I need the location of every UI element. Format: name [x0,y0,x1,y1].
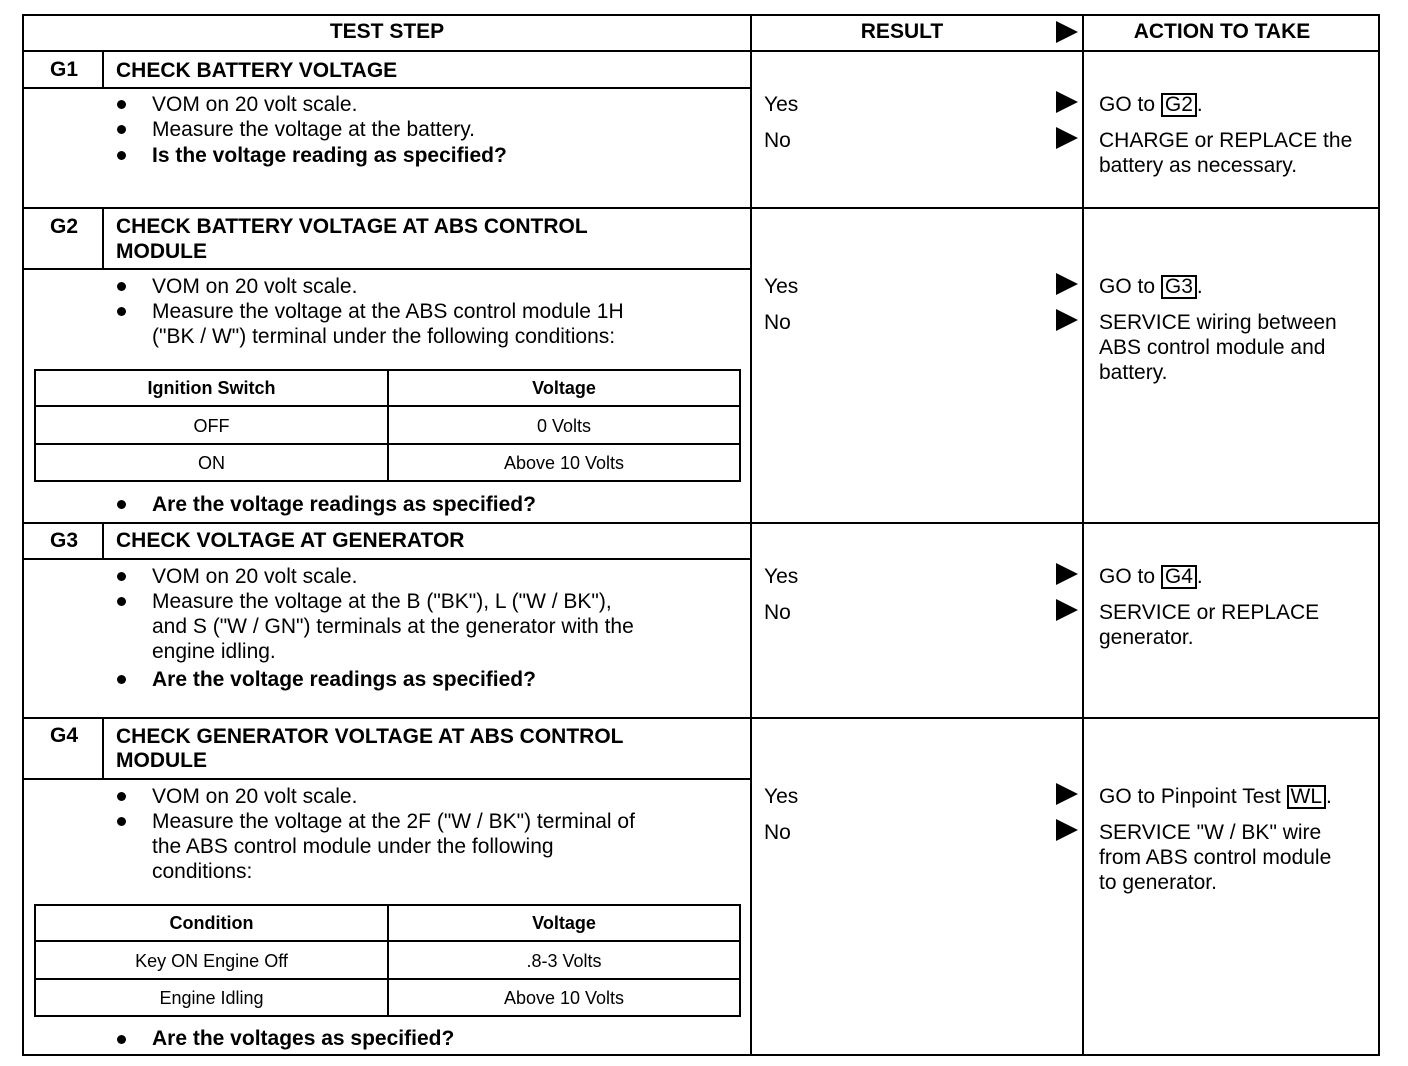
result-yes: Yes [764,93,799,116]
action-yes: GO to G3 . [1099,275,1203,298]
bullet-icon [117,100,126,109]
step-ref-link[interactable]: G2 [1161,93,1197,117]
bullet-icon [117,125,126,134]
row-divider [22,522,1380,524]
action-no: battery as necessary. [1099,154,1298,177]
step-bullet: and S ("W / GN") terminals at the generator with the [152,615,634,638]
col-divider-result [750,14,752,1056]
action-no: SERVICE "W / BK" wire [1099,821,1322,844]
action-yes: GO to G2 . [1099,93,1203,116]
result-no: No [764,601,791,624]
action-no: SERVICE or REPLACE [1099,601,1320,624]
arrow-icon [1056,91,1078,113]
step-bullet: VOM on 20 volt scale. [152,785,358,808]
table-cell: Above 10 Volts [503,453,625,473]
step-id: G3 [49,529,78,552]
step-bullet: Measure the voltage at the B ("BK"), L ("W / BK"), [152,590,612,613]
step-bullet: Measure the voltage at the battery. [152,118,475,141]
bullet-icon [117,792,126,801]
table-header: Condition [169,913,254,933]
step-ref-link[interactable]: G3 [1161,275,1197,299]
step-id: G2 [49,215,78,238]
bullet-icon [117,597,126,606]
table-cell: ON [198,453,225,473]
result-yes: Yes [764,275,799,298]
step-bullet: conditions: [152,860,253,883]
step-id: G4 [49,724,78,747]
header-test-step: TEST STEP [329,20,445,43]
step-title: MODULE [116,749,207,772]
step-title: MODULE [116,240,207,263]
step-question: Are the voltage readings as specified? [152,668,536,691]
arrow-icon [1056,783,1078,805]
step-bullet: VOM on 20 volt scale. [152,93,358,116]
table-header: Ignition Switch [147,378,276,398]
table-header: Voltage [532,913,596,933]
action-no: to generator. [1099,871,1217,894]
step-bullet: Measure the voltage at the ABS control module 1H [152,300,624,323]
step-question: Is the voltage reading as specified? [152,144,507,167]
step-question: Are the voltage readings as specified? [152,493,536,516]
step-ref-link[interactable]: WL [1287,785,1327,809]
bullet-icon [117,817,126,826]
bullet-icon [117,572,126,581]
header-action: ACTION TO TAKE [1133,20,1311,43]
step-question: Are the voltages as specified? [152,1027,455,1050]
header-arrow-icon [1056,21,1078,43]
result-no: No [764,129,791,152]
table-cell: Engine Idling [159,988,264,1008]
step-title: CHECK BATTERY VOLTAGE [116,59,398,82]
row-divider [22,207,1380,209]
bullet-icon [117,675,126,684]
bullet-icon [117,1035,126,1044]
action-no: battery. [1099,361,1168,384]
row-divider [22,717,1380,719]
result-yes: Yes [764,565,799,588]
step-bullet: ("BK / W") terminal under the following conditions: [152,325,616,348]
arrow-icon [1056,273,1078,295]
action-no: from ABS control module [1099,846,1332,869]
col-divider-action [1082,14,1084,1056]
result-no: No [764,311,791,334]
arrow-icon [1056,309,1078,331]
action-no: SERVICE wiring between [1099,311,1337,334]
header-divider [22,50,1380,52]
result-no: No [764,821,791,844]
table-cell: .8-3 Volts [526,951,602,971]
table-cell: Key ON Engine Off [135,951,288,971]
action-no: ABS control module and [1099,336,1326,359]
bullet-icon [117,307,126,316]
header-result: RESULT [860,20,944,43]
result-yes: Yes [764,785,799,808]
step-title: CHECK BATTERY VOLTAGE AT ABS CONTROL [116,215,588,238]
arrow-icon [1056,599,1078,621]
table-cell: Above 10 Volts [503,988,625,1008]
bullet-icon [117,500,126,509]
table-cell: 0 Volts [536,416,592,436]
bullet-icon [117,151,126,160]
table-cell: OFF [193,416,230,436]
action-no: generator. [1099,626,1194,649]
step-bullet: engine idling. [152,640,276,663]
step-bullet: the ABS control module under the following [152,835,554,858]
step-title: CHECK VOLTAGE AT GENERATOR [116,529,465,552]
step-title: CHECK GENERATOR VOLTAGE AT ABS CONTROL [116,725,624,748]
step-ref-link[interactable]: G4 [1161,565,1197,589]
arrow-icon [1056,563,1078,585]
arrow-icon [1056,127,1078,149]
action-yes: GO to Pinpoint Test WL . [1099,785,1332,808]
table-header: Voltage [532,378,596,398]
step-bullet: VOM on 20 volt scale. [152,565,358,588]
action-yes: GO to G4 . [1099,565,1203,588]
step-id: G1 [49,58,78,81]
bullet-icon [117,282,126,291]
step-bullet: Measure the voltage at the 2F ("W / BK") terminal of [152,810,635,833]
action-no: CHARGE or REPLACE the [1099,129,1353,152]
step-bullet: VOM on 20 volt scale. [152,275,358,298]
arrow-icon [1056,819,1078,841]
